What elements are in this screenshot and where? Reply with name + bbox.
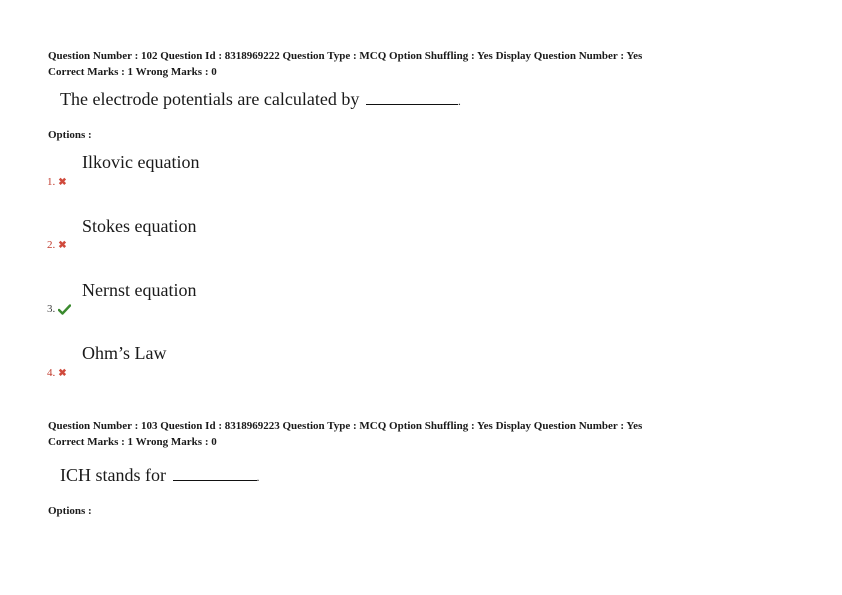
option-text-3: Nernst equation	[82, 280, 197, 300]
answer-blank	[366, 103, 458, 105]
question-text-body: The electrode potentials are calculated by	[60, 89, 360, 109]
options-label: Options :	[48, 129, 92, 141]
question-text	[60, 89, 461, 110]
option-number-label: 2.	[47, 239, 56, 251]
option-number-2	[47, 239, 67, 251]
option-number-label: 3.	[47, 303, 56, 315]
option-number-label: 1.	[47, 176, 56, 188]
end-punctuation: .	[256, 470, 260, 484]
cross-icon: ✖	[58, 239, 67, 251]
option-number-3	[47, 303, 71, 315]
question-meta-line2: Correct Marks : 1 Wrong Marks : 0	[48, 66, 217, 78]
question-text-body: ICH stands for	[60, 465, 166, 485]
question-meta-line2: Correct Marks : 1 Wrong Marks : 0	[48, 436, 217, 448]
question-meta	[48, 48, 642, 80]
end-punctuation: .	[457, 94, 461, 108]
option-number-1	[47, 176, 67, 188]
check-icon	[58, 304, 71, 315]
option-text-2: Stokes equation	[82, 216, 197, 236]
option-text-1: Ilkovic equation	[82, 152, 200, 172]
option-text-4: Ohm’s Law	[82, 343, 167, 363]
question-text	[60, 465, 260, 486]
cross-icon: ✖	[58, 367, 67, 379]
option-number-label: 4.	[47, 367, 56, 379]
cross-icon: ✖	[58, 176, 67, 188]
answer-blank	[173, 479, 257, 481]
question-meta	[48, 418, 642, 450]
options-label: Options :	[48, 505, 92, 517]
option-number-4	[47, 367, 67, 379]
question-meta-line1: Question Number : 103 Question Id : 8318969223 Question Type : MCQ Option Shuffling : Yes Display Question Number : Yes	[48, 420, 643, 432]
question-meta-line1: Question Number : 102 Question Id : 8318969222 Question Type : MCQ Option Shuffling : Yes Display Question Number : Yes	[48, 50, 643, 62]
